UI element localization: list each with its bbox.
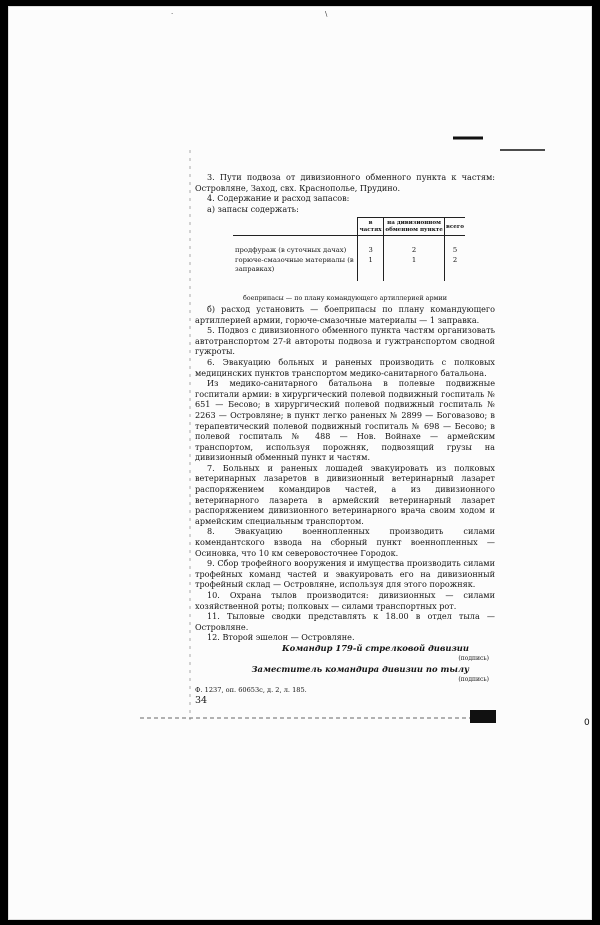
paragraph-6: 6. Эвакуацию больных и раненых производить с полковых медицинских пунктов транспортом медико-санитарного батальона. bbox=[195, 356, 495, 378]
cell-value: 2 bbox=[444, 255, 465, 280]
signature-deputy: Заместитель командира дивизии по тылу bbox=[251, 664, 469, 675]
supplies-table bbox=[233, 217, 465, 280]
row-label: горюче-смазочные материалы (в заправках) bbox=[235, 256, 354, 273]
table-row bbox=[233, 236, 465, 256]
archive-reference: Ф. 1237, оп. 60653с, д. 2, л. 185. bbox=[195, 686, 307, 695]
paragraph-8: 8. Эвакуацию военнопленных производить силами комендантского взвода на сборный пункт военнопленных — Осиновка, что 10 км северовосточнее Городок. bbox=[195, 526, 495, 558]
signature-placeholder: (подпись) bbox=[458, 654, 489, 662]
cell-value: 1 bbox=[358, 255, 384, 280]
cell-value: 1 bbox=[384, 255, 445, 280]
paragraph-4: 4. Содержание и расход запасов: bbox=[207, 193, 350, 204]
paragraph-10: 10. Охрана тылов производится: дивизионных — силами хозяйственной роты; полковых — силами транспортных рот. bbox=[195, 590, 495, 611]
cell-value: 3 bbox=[358, 236, 384, 256]
svg-text:.: . bbox=[171, 8, 174, 16]
signature-commander: Командир 179-й стрелковой дивизии bbox=[282, 642, 469, 653]
table-row bbox=[233, 255, 465, 280]
table-header-blank bbox=[233, 218, 358, 236]
paragraph-7: 7. Больных и раненых лошадей эвакуировать из полковых ветеринарных лазаретов в дивизионный ветеринарный лазарет распоряжением командиров частей, а из дивизионного ветеринарного лазарета в армейский ветеринарный лазарет распоряжением дивизионного ветеринарного врача своим ходом и армейским специальным транспортом. bbox=[195, 462, 495, 526]
table-header-total: всего bbox=[444, 218, 465, 236]
cell-value: 5 bbox=[444, 236, 465, 256]
svg-text:0: 0 bbox=[584, 718, 590, 728]
table-header-exchange-point: на дивизионном обменном пункте bbox=[384, 218, 445, 236]
page-number: 34 bbox=[195, 694, 208, 706]
paragraph-11: 11. Тыловые сводки представлять к 18.00 в отдел тыла — Островляне. bbox=[195, 611, 495, 632]
paragraph-3: 3. Пути подвоза от дивизионного обменного пункта к частям: Островляне, Заход, свх. Краснополье, Прудино. bbox=[195, 172, 495, 193]
table-note: боеприпасы — по плану командующего артиллерией армии bbox=[242, 294, 448, 303]
paragraph-4a: а) запасы содержать: bbox=[207, 203, 299, 214]
paragraph-6b: Из медико-санитарного батальона в полевые подвижные госпитали армии: в хирургический полевой подвижный госпиталь № 651 — Бесово; в хирургический полевой подвижный госпиталь № 2263 — Островляне; в пункт легко раненых № 2899 — Боговазово; в терапевтический полевой подвижный госпиталь № 698 — Бесово; в полевой госпиталь № 488 — Нов. Войнахе — армейским транспортом, используя порожняк, подвозящий грузы на дивизионный обменный пункт и частям. bbox=[195, 378, 495, 463]
supplies-table-wrap bbox=[195, 217, 495, 291]
paragraph-5: 5. Подвоз с дивизионного обменного пункта частям организовать автотранспортом 27-й автороты подвоза и гужтранспортом сводной гужроты. bbox=[195, 325, 495, 357]
svg-text:\: \ bbox=[325, 10, 328, 18]
row-label: продфураж (в суточных дачах) bbox=[235, 246, 347, 255]
signature-placeholder: (подпись) bbox=[458, 675, 489, 683]
table-header-units: в частях bbox=[358, 218, 384, 236]
paragraph-9: 9. Сбор трофейного вооружения и имущества производить силами трофейных команд частей и эвакуировать его на дивизионный трофейный склад — Островляне, используя для этого порожняк. bbox=[195, 558, 495, 590]
cell-value: 2 bbox=[384, 236, 445, 256]
paragraph-4b: б) расход установить — боеприпасы по плану командующего артиллерией армии, горюче-смазочные материалы — 1 заправка. bbox=[195, 303, 495, 325]
document-page bbox=[195, 172, 495, 707]
paragraph-12: 12. Второй эшелон — Островляне. bbox=[207, 632, 355, 643]
